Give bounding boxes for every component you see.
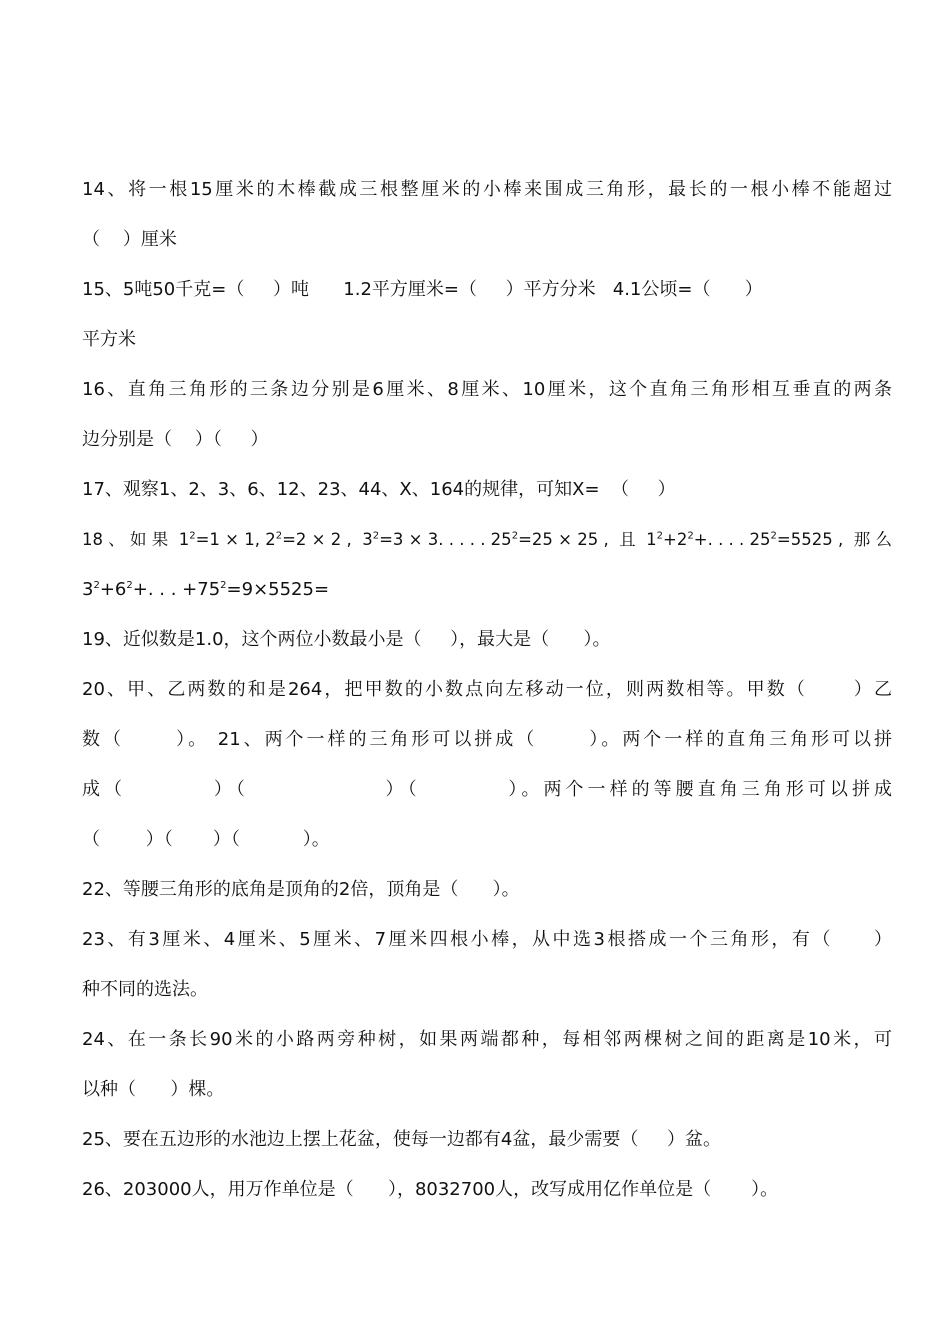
question-18-line-1 [82,528,892,552]
q18-superscript: 2 [372,530,380,542]
q18-text: +. . . +75 [132,579,221,600]
question-23-line-2: 种不同的选法。 [82,979,208,1000]
q18-text: 3 [82,579,94,600]
q18-text: =1 × 1, 2 [195,530,276,549]
q18-superscript: 2 [511,530,519,542]
q18-superscript: 2 [656,530,664,542]
question-23-line-1: 23、有3厘米、4厘米、5厘米、7厘米四根小棒，从中选3根搭成一个三角形，有（ ） [82,929,892,950]
q18-superscript: 2 [687,530,694,542]
question-14-line-1: 14、将一根15厘米的木棒截成三根整厘米的小棒来围成三角形，最长的一根小棒不能超过 [82,179,892,200]
question-17-line-1: 17、观察1、2、3、6、12、23、44、X、164的规律，可知X= （ ） [82,479,676,500]
question-20-line-2: 数（ ）。 21、两个一样的三角形可以拼成（ ）。两个一样的直角三角形可以拼 [82,729,892,750]
question-18-line-2 [82,578,892,602]
question-20-line-4: （ ）（ ）（ ）。 [82,829,330,850]
q18-text: 18 、 如 果 1 [82,530,190,549]
q18-text: =9×5525= [226,579,330,600]
question-20-line-3: 成（ ）（ ）（ ）。两个一样的等腰直角三角形可以拼成 [82,779,892,800]
question-16-line-1: 16、直角三角形的三条边分别是6厘米、8厘米、10厘米，这个直角三角形相互垂直的两条 [82,379,892,400]
question-25-line-1: 25、要在五边形的水池边上摆上花盆，使每一边都有4盆，最少需要（ ）盆。 [82,1129,721,1150]
q18-superscript: 2 [126,580,133,591]
question-24-line-1: 24、在一条长90米的小路两旁种树，如果两端都种，每相邻两棵树之间的距离是10米，可 [82,1029,892,1050]
q18-text: +2 [663,530,688,549]
question-16-line-2: 边分别是（ ）（ ） [82,429,269,450]
q18-text: +6 [99,579,127,600]
q18-text: =2 × 2 , 3 [282,530,373,549]
q18-text: =3 × 3. . . . . 25 [379,530,512,549]
q18-text: =25 × 25 , 且 1 [518,530,657,549]
question-26-line-1: 26、203000人，用万作单位是（ ），8032700人，改写成用亿作单位是（ ）。 [82,1179,779,1200]
question-24-line-2: 以种（ ）棵。 [82,1079,225,1100]
q18-superscript: 2 [93,580,100,591]
question-20-line-1: 20、甲、乙两数的和是264，把甲数的小数点向左移动一位，则两数相等。甲数（ ）乙 [82,679,892,700]
question-19-line-1: 19、近似数是1.0，这个两位小数最小是（ ），最大是（ ）。 [82,629,611,650]
question-22-line-1: 22、等腰三角形的底角是顶角的2倍，顶角是（ ）。 [82,879,520,900]
question-15-line-1: 15、5吨50千克=（ ）吨 1.2平方厘米=（ ）平方分米 4.1公顷=（ ） [82,279,763,300]
question-15-line-2: 平方米 [82,329,136,350]
q18-superscript: 2 [770,530,777,542]
q18-text: +. . . . 25 [693,530,771,549]
q18-superscript: 2 [220,580,227,591]
question-14-line-2: （ ）厘米 [82,229,177,250]
q18-superscript: 2 [275,530,283,542]
q18-text: =5525 , 那 么 [776,530,892,549]
q18-superscript: 2 [189,530,196,542]
